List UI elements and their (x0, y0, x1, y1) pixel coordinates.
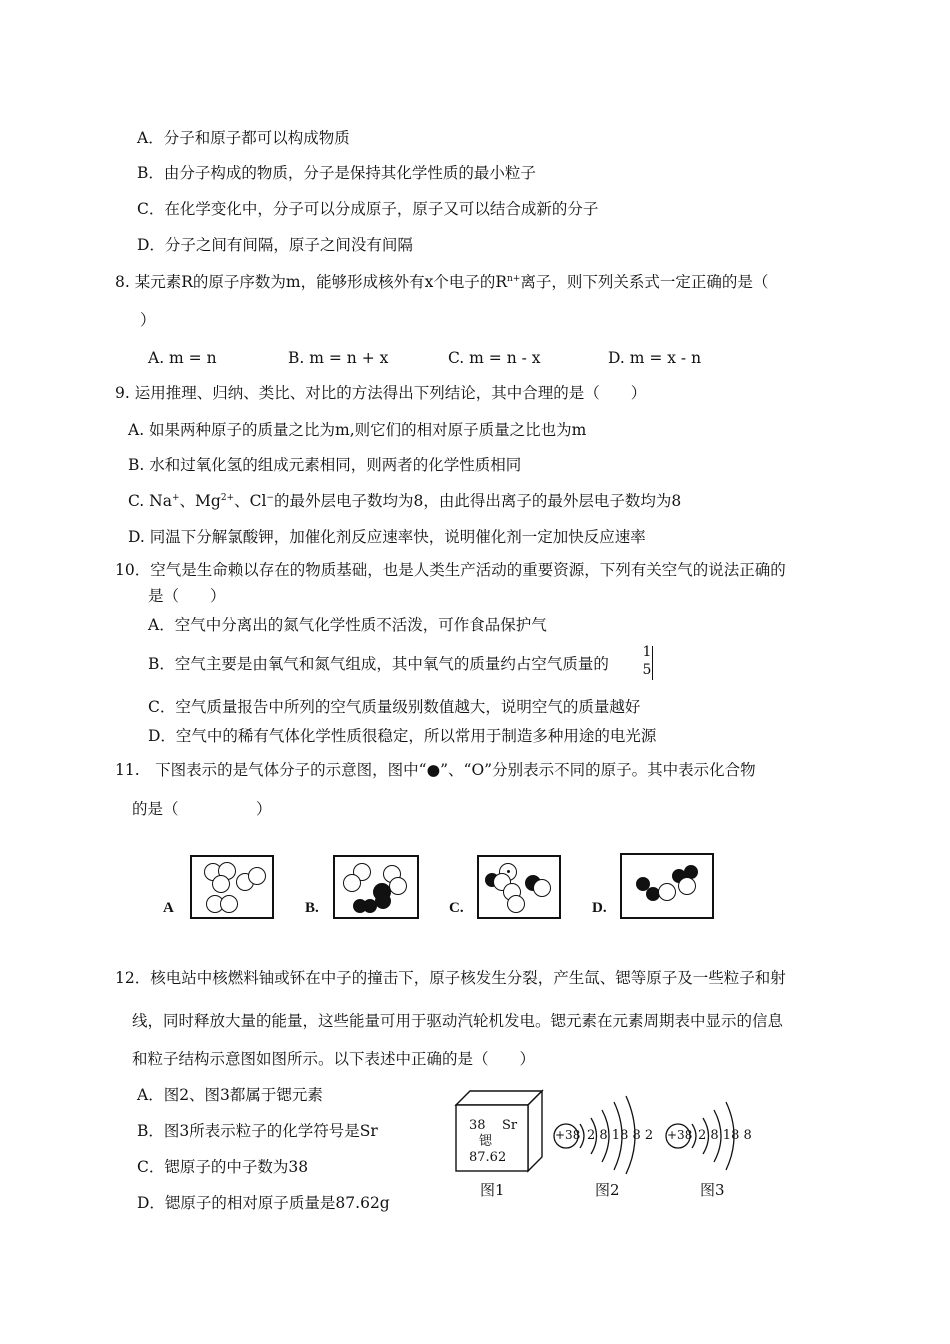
q8-stem-part-b: 离子，则下列关系式一定正确的是（ (520, 273, 769, 291)
fig1-atomic-mass: 87.62 (469, 1150, 507, 1165)
q9-option-c-na: C. Na (128, 492, 172, 510)
q10-option-b: B．空气主要是由氧气和氮气组成，其中氧气的质量约占空气质量的 (148, 655, 609, 673)
white-atom (248, 867, 266, 885)
q8-stem-superscript: n+ (507, 274, 521, 284)
fig2-electron-shells: 2 8 18 8 2 (587, 1128, 654, 1143)
q8-stem-part-a: 8. 某元素R的原子序数为m，能够形成核外有x个电子的R (115, 273, 507, 291)
q9-option-c-sup1: + (171, 493, 180, 503)
q12-option-b: B．图3所表示粒子的化学符号是Sr (137, 1122, 378, 1140)
q8-option-a: A. m = n (148, 349, 217, 367)
q8-stem (115, 272, 768, 292)
q8-option-c: C. m = n - x (448, 349, 541, 367)
q10-stem-line1: 10．空气是生命赖以存在的物质基础，也是人类生产活动的重要资源，下列有关空气的说法正确的 (115, 561, 786, 579)
fig1-element-symbol: Sr (502, 1118, 518, 1133)
atom-dot (507, 870, 510, 873)
fig1-atomic-number: 38 (469, 1118, 486, 1133)
q11-stem-line1: 11. 下图表示的是气体分子的示意图，图中“●”、“O”分别表示不同的原子。其中表示化合物 (115, 761, 756, 779)
q9-stem: 9. 运用推理、归纳、类比、对比的方法得出下列结论，其中合理的是（ ） (115, 384, 647, 402)
q9-option-c-cl: 、Cl (234, 492, 267, 510)
q9-option-c-rest: 的最外层电子数均为8，由此得出离子的最外层电子数均为8 (273, 492, 682, 510)
q10-option-d: D．空气中的稀有气体化学性质很稳定，所以常用于制造多种用途的电光源 (148, 727, 657, 745)
white-atom (220, 895, 238, 913)
fig3-electron-shells: 2 8 18 8 (698, 1128, 752, 1143)
q11-stem-line2: 的是（ ） (132, 800, 272, 818)
q9-option-b: B. 水和过氧化氢的组成元素相同，则两者的化学性质相同 (128, 456, 522, 474)
q12-option-a: A．图2、图3都属于锶元素 (137, 1086, 323, 1104)
q9-option-a: A. 如果两种原子的质量之比为m,则它们的相对原子质量之比也为m (128, 421, 587, 439)
white-atom (343, 874, 361, 892)
black-atom (363, 899, 377, 913)
q11-box-a (190, 855, 274, 919)
white-atom (533, 879, 551, 897)
q12-stem-line2: 线，同时释放大量的能量，这些能量可用于驱动汽轮机发电。锶元素在元素周期表中显示的信息 (132, 1012, 784, 1030)
q11-label-d: D. (592, 900, 607, 916)
q8-stem-close: ） (140, 311, 156, 329)
white-atom (212, 875, 230, 893)
q11-box-c (477, 855, 561, 919)
fig1-caption: 图1 (480, 1181, 505, 1199)
white-atom (389, 877, 407, 895)
q11-box-d (620, 853, 714, 919)
q11-box-b (333, 855, 419, 919)
black-atom (375, 893, 391, 909)
q12-option-c: C．锶原子的中子数为38 (137, 1158, 309, 1176)
q7-option-a: A．分子和原子都可以构成物质 (137, 129, 350, 147)
q12-option-d: D．锶原子的相对原子质量是87.62g (137, 1194, 390, 1212)
q10-fraction-denominator: 5 (642, 662, 652, 678)
q11-label-b: B. (305, 900, 319, 916)
q11-label-c: C. (449, 900, 464, 916)
q10-option-c: C．空气质量报告中所列的空气质量级别数值越大，说明空气的质量越好 (148, 698, 641, 716)
strontium-element-cube-figure (450, 1085, 550, 1180)
q9-option-c-sup2: 2+ (220, 493, 235, 503)
q10-stem-line2: 是（ ） (148, 587, 226, 605)
q9-option-d: D. 同温下分解氯酸钾，加催化剂反应速率快，说明催化剂一定加快反应速率 (128, 528, 646, 546)
fig1-element-name: 锶 (479, 1134, 493, 1149)
fig3-nucleus-charge: +38 (667, 1128, 693, 1142)
white-atom (507, 895, 525, 913)
q8-option-b: B. m = n + x (288, 349, 389, 367)
q11-label-a: A (163, 900, 174, 916)
q10-option-a: A．空气中分离出的氮气化学性质不活泼，可作食品保护气 (148, 616, 547, 634)
q9-option-c-sup3: − (266, 493, 274, 503)
q8-option-d: D. m = x - n (608, 349, 702, 367)
q12-stem-line1: 12．核电站中核燃料铀或钚在中子的撞击下，原子核发生分裂，产生氙、锶等原子及一些粒子和射 (115, 969, 786, 987)
fig2-nucleus-charge: +38 (555, 1128, 581, 1142)
q7-option-d: D．分子之间有间隔，原子之间没有间隔 (137, 236, 413, 254)
white-atom (658, 883, 676, 901)
q9-option-c (128, 491, 681, 511)
fig3-caption: 图3 (700, 1181, 725, 1199)
q9-option-c-mg: 、Mg (179, 492, 221, 510)
q7-option-c: C．在化学变化中，分子可以分成原子，原子又可以结合成新的分子 (137, 200, 599, 218)
fig2-caption: 图2 (595, 1181, 620, 1199)
q7-option-b: B．由分子构成的物质，分子是保持其化学性质的最小粒子 (137, 164, 536, 182)
q10-fraction-numerator: 1 (642, 644, 652, 660)
white-atom (678, 877, 696, 895)
q12-stem-line3: 和粒子结构示意图如图所示。以下表述中正确的是（ ） (132, 1050, 536, 1068)
